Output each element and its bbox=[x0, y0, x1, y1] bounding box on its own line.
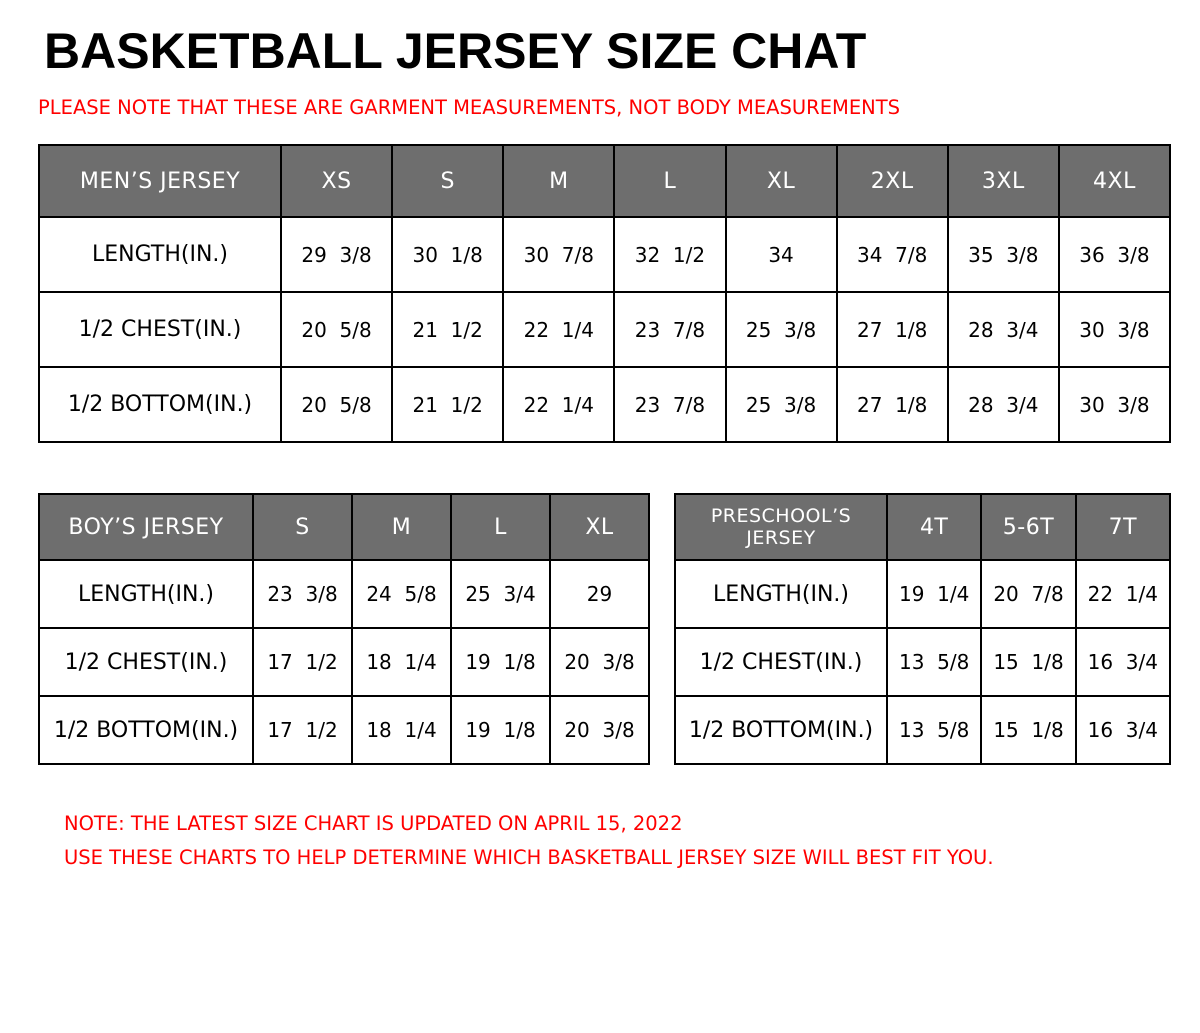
table-cell: 17 1/2 bbox=[253, 696, 352, 764]
column-header: L bbox=[451, 494, 550, 560]
table-cell: 15 1/8 bbox=[981, 696, 1075, 764]
preschool-jersey-size-table bbox=[674, 493, 1171, 765]
column-header: MEN’S JERSEY bbox=[39, 145, 281, 217]
table-cell: 24 5/8 bbox=[352, 560, 451, 628]
column-header: BOY’S JERSEY bbox=[39, 494, 253, 560]
table-row bbox=[39, 292, 1170, 367]
table-cell: 25 3/8 bbox=[726, 367, 837, 442]
table-cell: 20 5/8 bbox=[281, 292, 392, 367]
size-chart-page bbox=[0, 23, 1200, 1033]
table-cell: 23 7/8 bbox=[614, 367, 725, 442]
table-cell: 20 7/8 bbox=[981, 560, 1075, 628]
table-cell: 32 1/2 bbox=[614, 217, 725, 292]
table-row bbox=[39, 367, 1170, 442]
bottom-notes bbox=[64, 807, 1174, 875]
table-cell: 20 3/8 bbox=[550, 696, 649, 764]
table-cell: 16 3/4 bbox=[1076, 696, 1170, 764]
note-update-date: NOTE: THE LATEST SIZE CHART IS UPDATED ON APRIL 15, 2022 bbox=[64, 812, 683, 836]
boys-jersey-size-table bbox=[38, 493, 650, 765]
row-label: 1/2 CHEST(IN.) bbox=[39, 628, 253, 696]
row-label: 1/2 BOTTOM(IN.) bbox=[39, 367, 281, 442]
table-cell: 28 3/4 bbox=[948, 292, 1059, 367]
row-label: 1/2 CHEST(IN.) bbox=[675, 628, 887, 696]
column-header: XS bbox=[281, 145, 392, 217]
column-header: 7T bbox=[1076, 494, 1170, 560]
table-cell: 20 5/8 bbox=[281, 367, 392, 442]
table-cell: 30 3/8 bbox=[1059, 292, 1170, 367]
table-cell: 19 1/8 bbox=[451, 628, 550, 696]
column-header: 4XL bbox=[1059, 145, 1170, 217]
table-cell: 25 3/4 bbox=[451, 560, 550, 628]
column-header: XL bbox=[726, 145, 837, 217]
table-row bbox=[675, 696, 1170, 764]
table-cell: 15 1/8 bbox=[981, 628, 1075, 696]
table-row bbox=[39, 217, 1170, 292]
table-cell: 29 3/8 bbox=[281, 217, 392, 292]
column-header: L bbox=[614, 145, 725, 217]
table-cell: 17 1/2 bbox=[253, 628, 352, 696]
table-cell: 22 1/4 bbox=[503, 367, 614, 442]
mens-jersey-size-table bbox=[38, 144, 1171, 443]
table-cell: 27 1/8 bbox=[837, 292, 948, 367]
row-label: 1/2 CHEST(IN.) bbox=[39, 292, 281, 367]
table-cell: 22 1/4 bbox=[1076, 560, 1170, 628]
table-cell: 13 5/8 bbox=[887, 628, 981, 696]
column-header: PRESCHOOL’S JERSEY bbox=[675, 494, 887, 560]
table-cell: 30 1/8 bbox=[392, 217, 503, 292]
table-cell: 27 1/8 bbox=[837, 367, 948, 442]
column-header: S bbox=[392, 145, 503, 217]
table-header-row bbox=[675, 494, 1170, 560]
table-cell: 35 3/8 bbox=[948, 217, 1059, 292]
table-cell: 18 1/4 bbox=[352, 696, 451, 764]
column-header: 4T bbox=[887, 494, 981, 560]
table-cell: 19 1/4 bbox=[887, 560, 981, 628]
table-cell: 25 3/8 bbox=[726, 292, 837, 367]
table-row bbox=[39, 696, 649, 764]
row-label: 1/2 BOTTOM(IN.) bbox=[675, 696, 887, 764]
table-row bbox=[675, 560, 1170, 628]
table-cell: 23 3/8 bbox=[253, 560, 352, 628]
column-header: S bbox=[253, 494, 352, 560]
row-label: LENGTH(IN.) bbox=[675, 560, 887, 628]
table-cell: 13 5/8 bbox=[887, 696, 981, 764]
page-title: BASKETBALL JERSEY SIZE CHAT bbox=[44, 23, 867, 79]
table-header-row bbox=[39, 145, 1170, 217]
table-cell: 21 1/2 bbox=[392, 367, 503, 442]
column-header: 5-6T bbox=[981, 494, 1075, 560]
table-cell: 34 7/8 bbox=[837, 217, 948, 292]
column-header: M bbox=[503, 145, 614, 217]
table-cell: 36 3/8 bbox=[1059, 217, 1170, 292]
column-header: 3XL bbox=[948, 145, 1059, 217]
table-cell: 29 bbox=[550, 560, 649, 628]
table-row bbox=[39, 560, 649, 628]
lower-tables-row bbox=[38, 493, 1174, 765]
note-usage: USE THESE CHARTS TO HELP DETERMINE WHICH BASKETBALL JERSEY SIZE WILL BEST FIT YOU. bbox=[64, 846, 994, 870]
table-cell: 23 7/8 bbox=[614, 292, 725, 367]
table-cell: 28 3/4 bbox=[948, 367, 1059, 442]
table-cell: 21 1/2 bbox=[392, 292, 503, 367]
column-header: XL bbox=[550, 494, 649, 560]
table-cell: 34 bbox=[726, 217, 837, 292]
column-header: M bbox=[352, 494, 451, 560]
row-label: LENGTH(IN.) bbox=[39, 560, 253, 628]
table-cell: 20 3/8 bbox=[550, 628, 649, 696]
table-row bbox=[39, 628, 649, 696]
table-cell: 22 1/4 bbox=[503, 292, 614, 367]
table-cell: 30 3/8 bbox=[1059, 367, 1170, 442]
row-label: LENGTH(IN.) bbox=[39, 217, 281, 292]
row-label: 1/2 BOTTOM(IN.) bbox=[39, 696, 253, 764]
table-cell: 16 3/4 bbox=[1076, 628, 1170, 696]
table-cell: 30 7/8 bbox=[503, 217, 614, 292]
column-header: 2XL bbox=[837, 145, 948, 217]
table-cell: 18 1/4 bbox=[352, 628, 451, 696]
table-row bbox=[675, 628, 1170, 696]
garment-measurement-note: PLEASE NOTE THAT THESE ARE GARMENT MEASUREMENTS, NOT BODY MEASUREMENTS bbox=[38, 96, 901, 119]
table-header-row bbox=[39, 494, 649, 560]
table-cell: 19 1/8 bbox=[451, 696, 550, 764]
